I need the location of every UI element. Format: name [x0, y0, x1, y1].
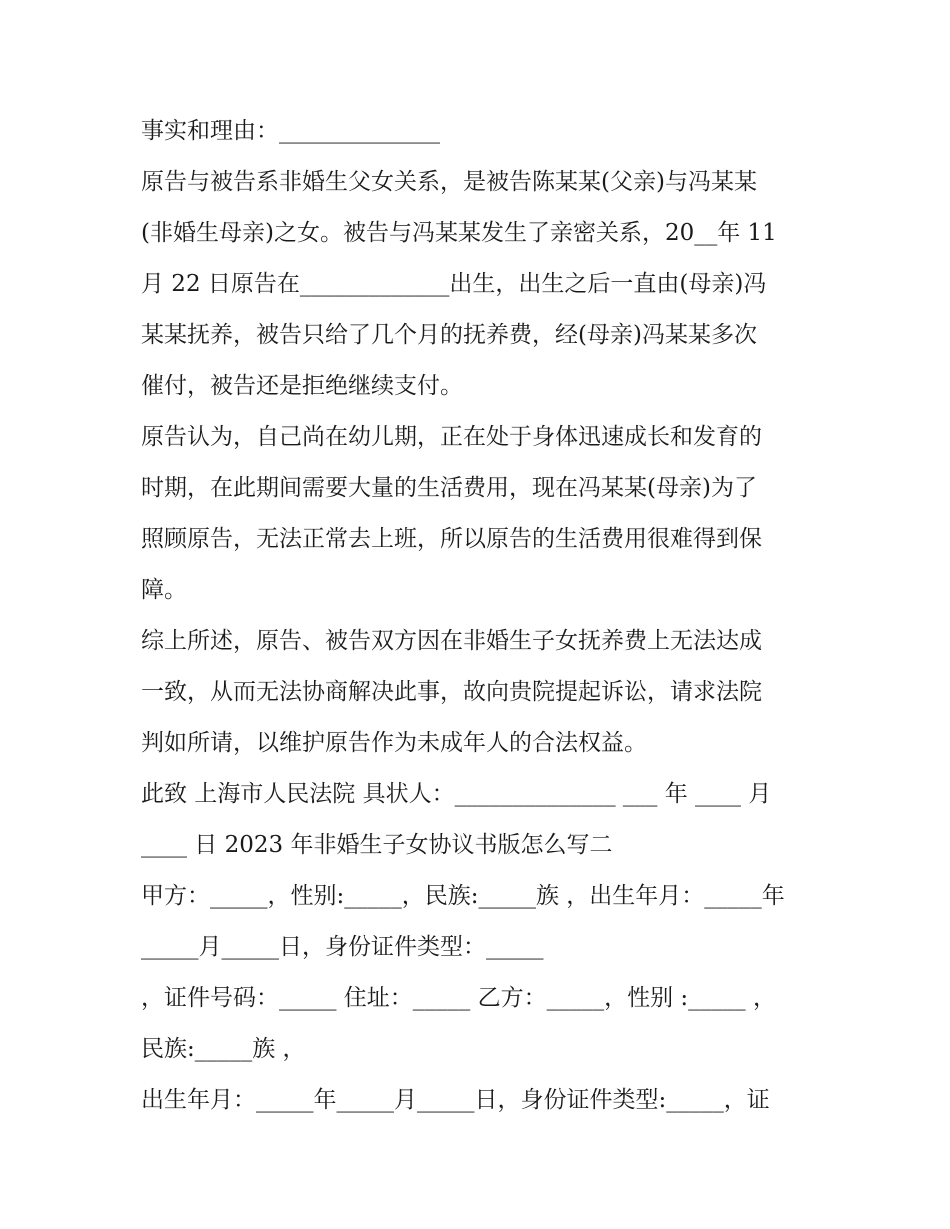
body-line: 障。 [141, 577, 187, 603]
body-line: 此致 上海市人民法院 具状人：______________ ___ 年 ____ 月 [141, 781, 772, 807]
body-line: 判如所请，以维护原告作为未成年人的合法权益。 [141, 730, 647, 756]
body-line: 时期，在此期间需要大量的生活费用，现在冯某某(母亲)为了 [141, 475, 757, 501]
body-line: 月 22 日原告在_____________出生，出生之后一直由(母亲)冯 [141, 271, 767, 297]
body-line: 综上所述，原告、被告双方因在非婚生子女抚养费上无法达成 [141, 628, 762, 654]
body-line: ____ 日 2023 年非婚生子女协议书版怎么写二 [141, 832, 613, 858]
body-line: 甲方：_____，性别:_____，民族:_____族 ，出生年月：_____年 [141, 883, 785, 909]
body-line: 一致，从而无法协商解决此事，故向贵院提起诉讼，请求法院 [141, 679, 762, 705]
body-line: 出生年月：_____年_____月_____日，身份证件类型:_____，证 [141, 1087, 770, 1113]
body-line: 催付，被告还是拒绝继续支付。 [141, 373, 463, 399]
body-line: 原告与被告系非婚生父女关系，是被告陈某某(父亲)与冯某某 [141, 169, 757, 195]
body-line: 某某抚养，被告只给了几个月的抚养费，经(母亲)冯某某多次 [141, 322, 757, 348]
body-line: 事实和理由：______________ [141, 118, 440, 144]
body-line: 照顾原告，无法正常去上班，所以原告的生活费用很难得到保 [141, 526, 762, 552]
body-line: (非婚生母亲)之女。被告与冯某某发生了亲密关系，20__年 11 [141, 220, 777, 246]
body-line: _____月_____日，身份证件类型：_____ [141, 934, 544, 960]
body-line: 原告认为，自己尚在幼儿期，正在处于身体迅速成长和发育的 [141, 424, 762, 450]
body-line: 民族:_____族 ， [141, 1036, 306, 1062]
body-line: ，证件号码：_____ 住址：_____ 乙方：_____，性别 :_____ ， [141, 985, 776, 1011]
document-body [141, 111, 821, 1131]
